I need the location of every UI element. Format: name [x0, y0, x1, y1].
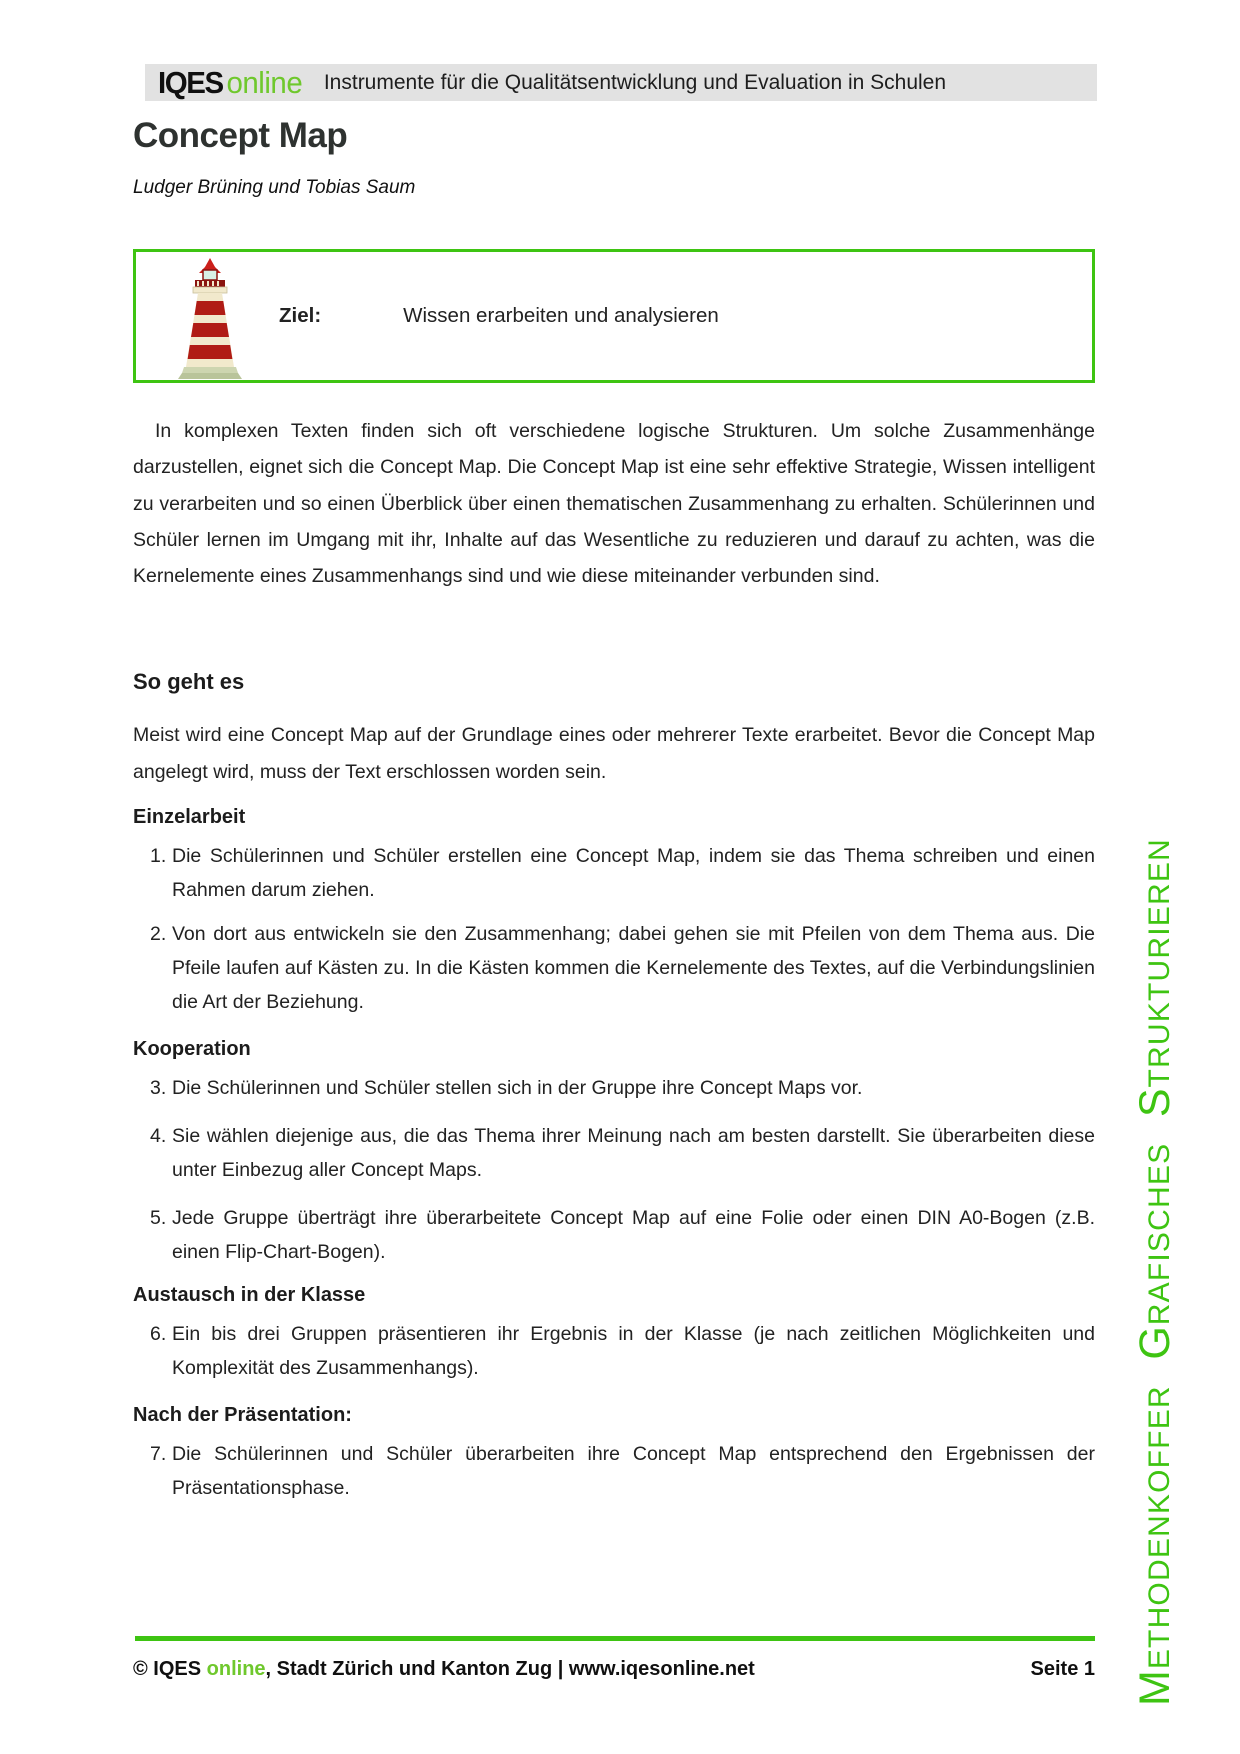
list-item — [133, 839, 1095, 907]
caption-initial: M — [1131, 1669, 1179, 1706]
item-number: 6. — [150, 1322, 167, 1345]
item-number: 4. — [150, 1124, 167, 1147]
item-number: 3. — [150, 1076, 167, 1099]
goal-value: Wissen erarbeiten und analysieren — [403, 303, 719, 327]
list-item — [133, 1317, 1095, 1385]
item-text: Von dort aus entwickeln sie den Zusammenhang; dabei gehen sie mit Pfeilen von dem Thema aus. Die Pfeile laufen auf Kästen zu. In die Kästen kommen die Kernelemente des Textes, auf die Verbindungslinien die Art der Beziehung. — [172, 922, 1095, 1013]
page-number: Seite 1 — [1030, 1658, 1095, 1680]
caption-word — [1131, 1142, 1179, 1360]
subheading-austausch: Austausch in der Klasse — [133, 1283, 366, 1306]
how-intro-paragraph: Meist wird eine Concept Map auf der Grundlage eines oder mehrerer Texte erarbeitet. Bevor die Concept Map angelegt wird, muss der Text erschlossen worden sein. — [133, 723, 1095, 783]
list-item — [133, 1119, 1095, 1187]
list-einzelarbeit — [133, 839, 1095, 1019]
caption-rest: TRUKTURIEREN — [1143, 838, 1176, 1088]
item-text: Sie wählen diejenige aus, die das Thema ihrer Meinung nach am besten darstellt. Sie überarbeiten diese unter Einbezug aller Concept Maps. — [172, 1124, 1095, 1181]
intro-paragraph: In komplexen Texten finden sich oft verschiedene logische Strukturen. Um solche Zusammenhänge darzustellen, eignet sich die Concept Map. Die Concept Map ist eine sehr effektive Strategie, Wissen intelligent zu verarbeiten und so einen Überblick über einen thematischen Zusammenhang zu erhalten. Schülerinnen und Schüler lernen im Umgang mit ihr, Inhalte auf das Wesentliche zu reduzieren und darauf zu achten, was die Kernelemente eines Zusammenhangs sind und wie diese miteinander verbunden sind. — [133, 419, 1095, 588]
list-item — [133, 1071, 1095, 1105]
footer-copyright-suffix: , Stadt Zürich und Kanton Zug | www.iqesonline.net — [265, 1658, 755, 1680]
header-bar — [145, 64, 1097, 101]
logo-text-online: online — [226, 65, 303, 100]
footer-brand-online: online — [206, 1658, 266, 1680]
subheading-kooperation: Kooperation — [133, 1037, 251, 1060]
goal-label: Ziel: — [279, 303, 322, 327]
item-text: Jede Gruppe überträgt ihre überarbeitete Concept Map auf eine Folie oder einen DIN A0-Bogen (z.B. einen Flip-Chart-Bogen). — [172, 1206, 1095, 1263]
goal-box — [133, 249, 1095, 383]
lighthouse-icon — [170, 257, 250, 379]
footer-copyright — [133, 1658, 755, 1681]
footer — [133, 1658, 1095, 1681]
authors-line: Ludger Brüning und Tobias Saum — [133, 176, 416, 198]
item-number: 1. — [150, 844, 167, 867]
item-text: Ein bis drei Gruppen präsentieren ihr Ergebnis in der Klasse (je nach zeitlichen Möglichkeiten und Komplexität des Zusammenhangs). — [172, 1322, 1095, 1379]
footer-rule — [135, 1636, 1095, 1641]
vertical-caption — [1131, 838, 1179, 1706]
logo-text-iqes: IQES — [158, 65, 223, 100]
caption-initial: G — [1131, 1325, 1179, 1360]
footer-copyright-prefix: © IQES — [133, 1658, 207, 1680]
list-kooperation — [133, 1071, 1095, 1269]
caption-rest: ETHODENKOFFER — [1143, 1385, 1176, 1670]
content-column — [133, 118, 1095, 1505]
header-tagline: Instrumente für die Qualitätsentwicklung und Evaluation in Schulen — [323, 70, 947, 94]
subheading-einzelarbeit: Einzelarbeit — [133, 805, 246, 828]
item-number: 5. — [150, 1206, 167, 1229]
caption-word — [1131, 1385, 1179, 1706]
item-text: Die Schülerinnen und Schüler überarbeiten ihre Concept Map entsprechend den Ergebnissen der Präsentationsphase. — [172, 1442, 1095, 1499]
caption-word — [1131, 838, 1179, 1118]
subheading-nach-praesentation: Nach der Präsentation: — [133, 1403, 352, 1426]
item-number: 7. — [150, 1442, 167, 1465]
iqes-logo — [158, 67, 302, 98]
section-heading-so-geht-es: So geht es — [133, 668, 245, 694]
list-austausch — [133, 1317, 1095, 1385]
item-text: Die Schülerinnen und Schüler stellen sich in der Gruppe ihre Concept Maps vor. — [172, 1076, 863, 1099]
caption-initial: S — [1131, 1087, 1179, 1118]
list-item — [133, 917, 1095, 1019]
list-item — [133, 1201, 1095, 1269]
page-title: Concept Map — [133, 116, 348, 155]
caption-rest: RAFISCHES — [1143, 1142, 1176, 1326]
item-text: Die Schülerinnen und Schüler erstellen eine Concept Map, indem sie das Thema schreiben und einen Rahmen darum ziehen. — [172, 844, 1095, 901]
item-number: 2. — [150, 922, 167, 945]
list-nach-praesentation — [133, 1437, 1095, 1505]
list-item — [133, 1437, 1095, 1505]
